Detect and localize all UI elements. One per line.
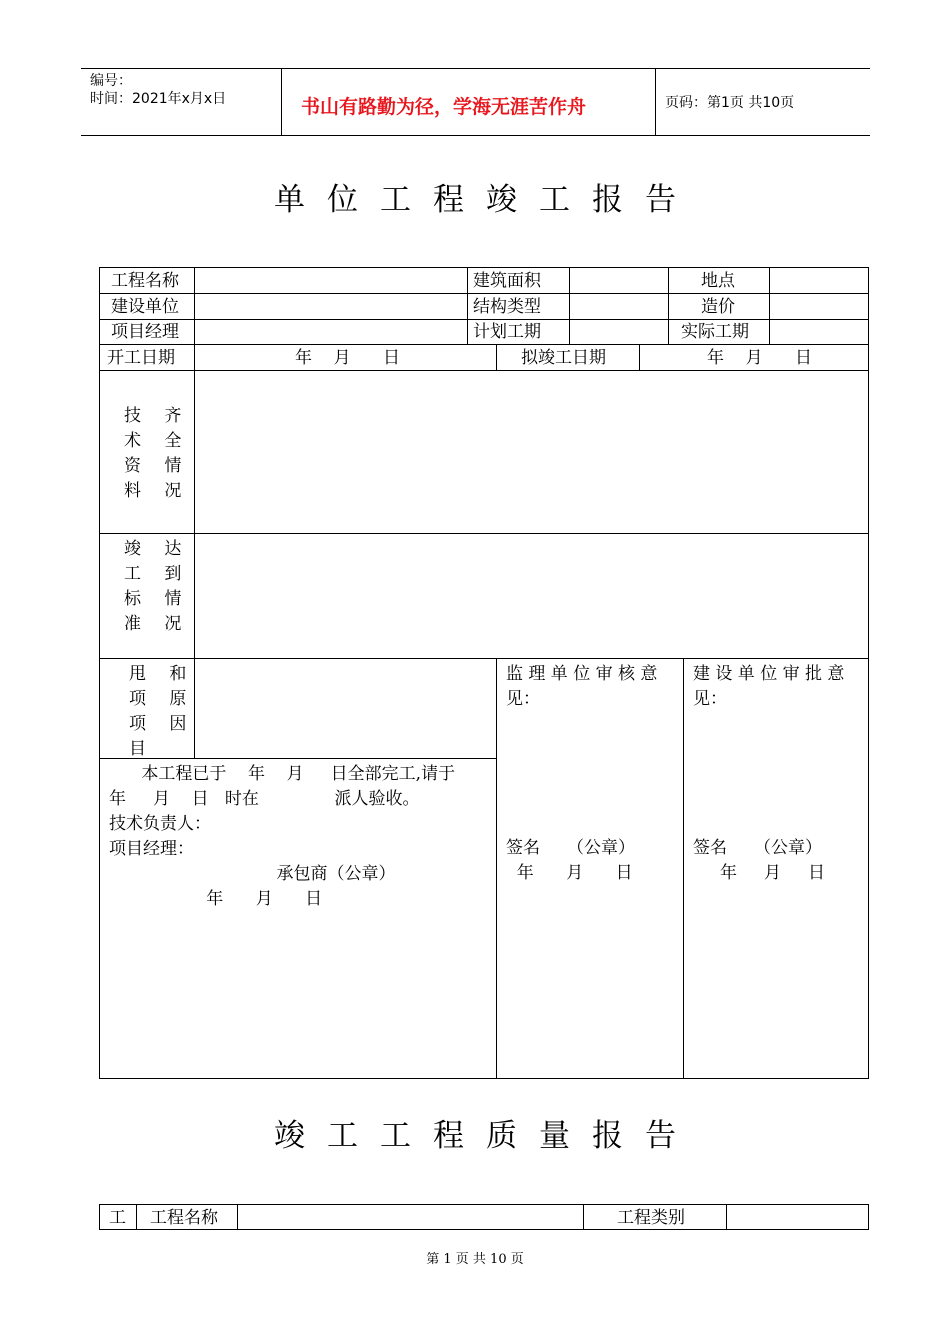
supervision-date: 年 月 日 [506,863,633,883]
label-location: 地点 [701,271,735,291]
header-divider-left [281,68,282,136]
value-start-date: 年 月 日 [295,348,401,368]
label-quality-project-name: 工程名称 [150,1208,218,1228]
quality-report-title: 竣工工程质量报告 [274,1118,698,1154]
label-cost: 造价 [701,297,735,317]
label-structure-type: 结构类型 [473,297,541,317]
page-footer: 第 1 页 共 10 页 [426,1252,524,1267]
header-motto: 书山有路勤为径，学海无涯苦作舟 [301,96,587,118]
label-construction-unit: 建设单位 [111,297,179,317]
header-page-code: 页码：第1页 共10页 [665,95,795,111]
report-title: 单位工程竣工报告 [274,182,698,218]
label-project-category: 工程类别 [617,1208,685,1228]
header-number-label: 编号： [90,73,132,89]
label-planned-completion: 拟竣工日期 [521,348,606,368]
label-project-name: 工程名称 [111,271,179,291]
supervision-sign: 签名 （公章） [506,838,636,858]
label-gong: 工 [109,1208,126,1228]
header-bottom-rule [81,135,870,136]
label-actual-period: 实际工期 [681,322,749,342]
label-building-area: 建筑面积 [473,271,541,291]
label-planned-period: 计划工期 [473,322,541,342]
label-project-manager: 项目经理 [111,322,179,342]
header-top-rule [81,68,870,69]
value-planned-completion: 年 月 日 [707,348,813,368]
owner-date: 年 月 日 [693,863,826,883]
owner-sign: 签名 （公章） [693,838,823,858]
header-divider-right [655,68,656,136]
label-start-date: 开工日期 [107,348,175,368]
header-time-label: 时间：2021年x月x日 [90,91,227,107]
